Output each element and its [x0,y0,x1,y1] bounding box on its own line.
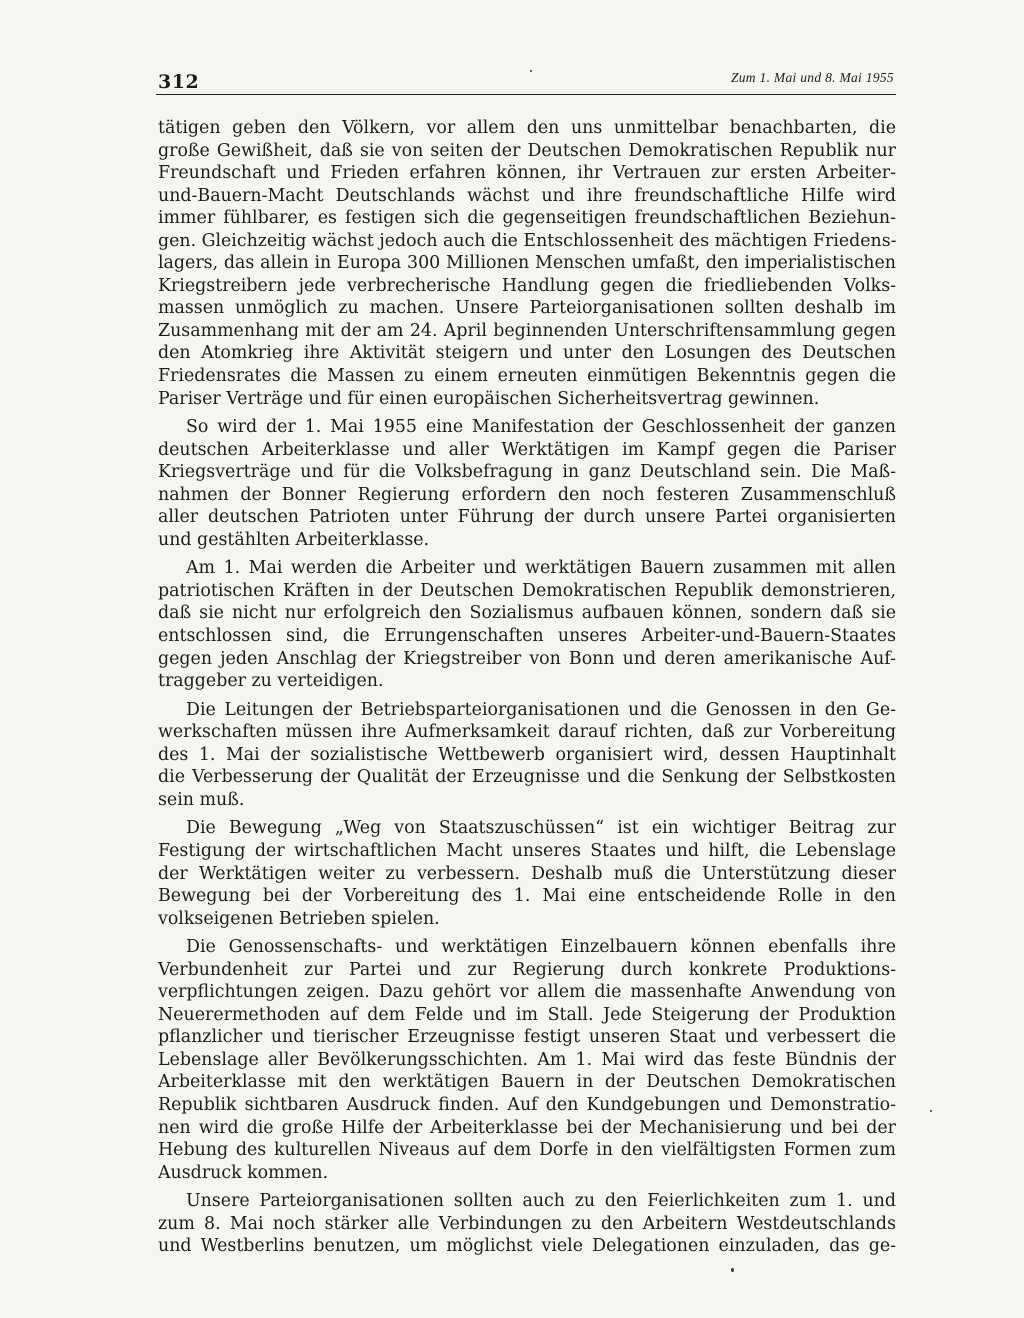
text-line: nen wird die große Hilfe der Arbeiterklasse bei der Mechanisierung und bei der [158,1117,896,1138]
text-line: Verbundenheit zur Partei und zur Regierung durch konkrete Produktions- [158,959,896,980]
page-header [158,62,894,94]
print-speck [930,1110,932,1112]
text-line: Ausdruck kommen. [158,1162,329,1183]
text-line: der Werktätigen weiter zu verbessern. Deshalb muß die Unterstützung dieser [158,863,896,884]
body-text [158,117,896,1258]
text-line: Neuerermethoden auf dem Felde und im Stall. Jede Steigerung der Produktion [158,1004,896,1025]
text-line: Friedensrates die Massen zu einem erneuten einmütigen Bekenntnis gegen die [158,366,896,387]
text-line: traggeber zu verteidigen. [158,671,384,692]
text-line: nahmen der Bonner Regierung erfordern den noch festeren Zusammenschluß [158,484,896,505]
paragraph [158,557,896,692]
text-line: und gestählten Arbeiterklasse. [158,529,430,550]
text-line: zum 8. Mai noch stärker alle Verbindungen zu den Arbeitern Westdeutschlands [158,1213,896,1234]
text-line: aller deutschen Patrioten unter Führung der durch unsere Partei organisierten [158,507,896,528]
print-speck [530,70,532,72]
text-line: werkschaften müssen ihre Aufmerksamkeit darauf richten, daß zur Vorbereitung [158,722,896,743]
text-line: deutschen Arbeiterklasse und aller Werktätigen im Kampf gegen die Pariser [158,439,896,460]
text-line: Republik sichtbaren Ausdruck finden. Auf den Kundgebungen und Demonstratio- [158,1094,896,1115]
text-line: immer fühlbarer, es festigen sich die gegenseitigen freundschaftlichen Beziehun- [158,208,896,229]
text-line: entschlossen sind, die Errungenschaften unseres Arbeiter-und-Bauern-Staates [158,626,896,647]
text-line: So wird der 1. Mai 1955 eine Manifestation der Geschlossenheit der ganzen [186,417,896,438]
paragraph [158,416,896,551]
text-line: und-Bauern-Macht Deutschlands wächst und ihre freundschaftliche Hilfe wird [158,185,896,206]
text-line: Die Bewegung „Weg von Staatszuschüssen“ ist ein wichtiger Beitrag zur [186,818,896,839]
text-line: und Westberlins benutzen, um möglichst viele Delegationen einzuladen, das ge- [158,1236,896,1257]
text-line: Am 1. Mai werden die Arbeiter und werktätigen Bauern zusammen mit allen [186,558,896,579]
text-line: Festigung der wirtschaftlichen Macht unseres Staates und hilft, die Lebenslage [158,840,896,861]
text-line: Bewegung bei der Vorbereitung des 1. Mai eine entscheidende Rolle in den [158,886,896,907]
paragraph [158,117,896,410]
print-speck [731,1268,734,1272]
text-line: sein muß. [158,789,245,810]
text-line: daß sie nicht nur erfolgreich den Sozialismus aufbauen können, sondern daß sie [158,603,896,624]
text-line: massen unmöglich zu machen. Unsere Parteiorganisationen sollten deshalb im [158,298,896,319]
text-line: Arbeiterklasse mit den werktätigen Bauern in der Deutschen Demokratischen [158,1072,896,1093]
header-rule [156,94,896,95]
running-head: Zum 1. Mai und 8. Mai 1955 [730,70,894,85]
text-line: Freundschaft und Frieden erfahren können, ihr Vertrauen zur ersten Arbeiter- [158,163,896,184]
text-line: tätigen geben den Völkern, vor allem den uns unmittelbar benachbarten, die [158,118,896,138]
text-line: Kriegstreibern jede verbrecherische Handlung gegen die friedliebenden Volks- [158,275,896,296]
text-line: den Atomkrieg ihre Aktivität steigern und unter den Losungen des Deutschen [158,343,896,364]
text-line: Die Genossenschafts- und werktätigen Einzelbauern können ebenfalls ihre [186,937,896,958]
text-line: gegen jeden Anschlag der Kriegstreiber von Bonn und deren amerikanische Auf- [158,648,896,669]
text-line: große Gewißheit, daß sie von seiten der Deutschen Demokratischen Republik nur [158,140,896,161]
text-line: volkseigenen Betrieben spielen. [158,908,440,929]
text-line: patriotischen Kräften in der Deutschen Demokratischen Republik demonstrieren, [158,580,896,601]
paragraph [158,699,896,812]
text-line: lagers, das allein in Europa 300 Millionen Menschen umfaßt, den imperialistischen [158,253,896,274]
text-line: Pariser Verträge und für einen europäischen Sicherheitsvertrag gewinnen. [158,388,820,409]
paragraph [158,1190,896,1258]
text-line: die Verbesserung der Qualität der Erzeugnisse und die Senkung der Selbstkosten [158,767,896,788]
paragraph [158,936,896,1184]
text-line: des 1. Mai der sozialistische Wettbewerb organisiert wird, dessen Hauptinhalt [158,744,896,765]
page-number: 312 [158,71,200,93]
text-line: Kriegsverträge und für die Volksbefragung in ganz Deutschland sein. Die Maß- [158,462,896,483]
text-line: pflanzlicher und tierischer Erzeugnisse festigt unseren Staat und verbessert die [158,1027,896,1048]
paragraph [158,817,896,930]
text-line: gen. Gleichzeitig wächst jedoch auch die Entschlossenheit des mächtigen Friedens- [158,230,897,251]
text-line: Lebenslage aller Bevölkerungsschichten. Am 1. Mai wird das feste Bündnis der [158,1049,896,1070]
text-line: Unsere Parteiorganisationen sollten auch zu den Feierlichkeiten zum 1. und [186,1191,896,1212]
text-line: Die Leitungen der Betriebsparteiorganisationen und die Genossen in den Ge- [186,699,896,720]
text-line: Hebung des kulturellen Niveaus auf dem Dorfe in den vielfältigsten Formen zum [158,1140,896,1161]
text-line: Zusammenhang mit der am 24. April beginnenden Unterschriftensammlung gegen [158,320,896,341]
text-line: verpflichtungen zeigen. Dazu gehört vor allem die massenhafte Anwendung von [158,982,896,1003]
